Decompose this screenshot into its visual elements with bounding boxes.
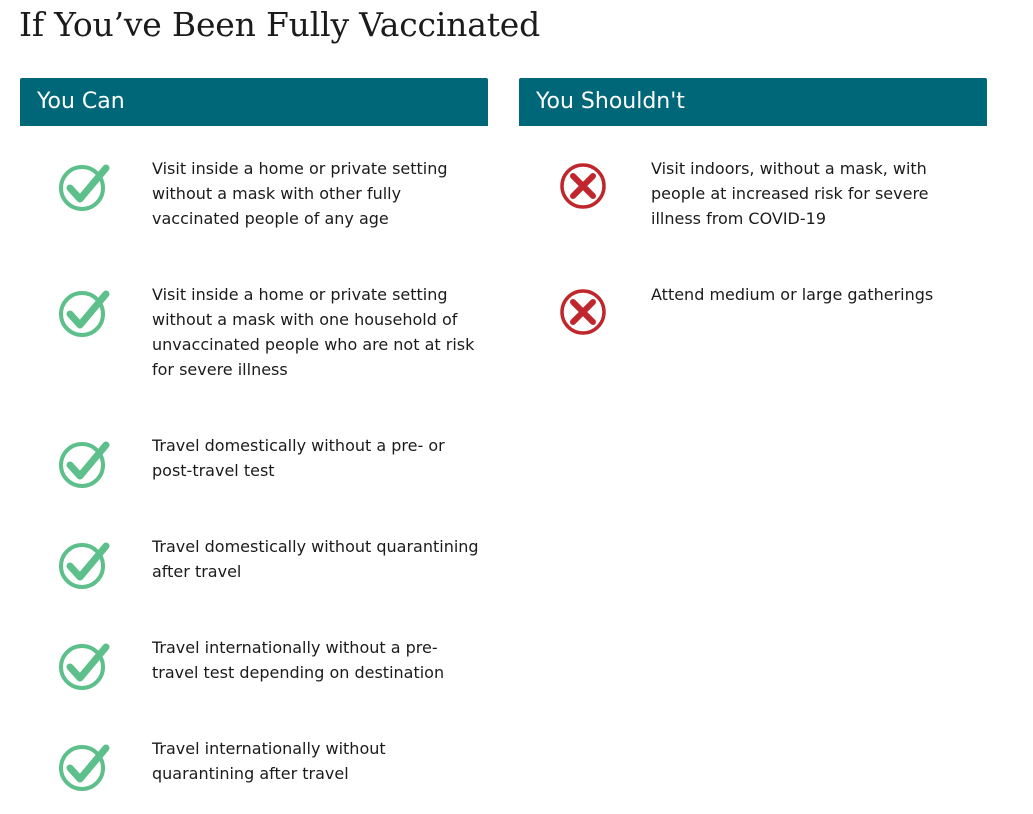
check-icon — [58, 439, 110, 489]
check-icon — [58, 162, 110, 212]
page-title: If You’ve Been Fully Vaccinated — [19, 5, 541, 44]
item-text: Travel internationally without a pre-travel test depending on destination — [152, 638, 445, 682]
you-shouldnt-header: You Shouldn't — [519, 78, 987, 126]
item-text: Travel domestically without quarantining after travel — [152, 537, 479, 581]
item-text: Travel domestically without a pre- or post-travel test — [152, 436, 445, 480]
x-cross-icon — [559, 162, 607, 210]
item-text: Travel internationally without quarantining after travel — [152, 739, 386, 783]
check-icon — [58, 540, 110, 590]
check-icon — [58, 641, 110, 691]
you-can-header: You Can — [20, 78, 488, 126]
x-cross-icon — [559, 288, 607, 336]
you-can-column — [20, 78, 488, 783]
item-text: Attend medium or large gatherings — [651, 285, 934, 304]
item-text: Visit inside a home or private setting without a mask with other fully vaccinated people of any age — [152, 159, 448, 228]
item-text: Visit indoors, without a mask, with people at increased risk for severe illness from COVID-19 — [651, 159, 929, 228]
check-icon — [58, 288, 110, 338]
item-text: Visit inside a home or private setting without a mask with one household of unvaccinated people who are not at risk for severe illness — [152, 285, 475, 379]
check-icon — [58, 742, 110, 792]
you-shouldnt-column — [519, 78, 987, 304]
